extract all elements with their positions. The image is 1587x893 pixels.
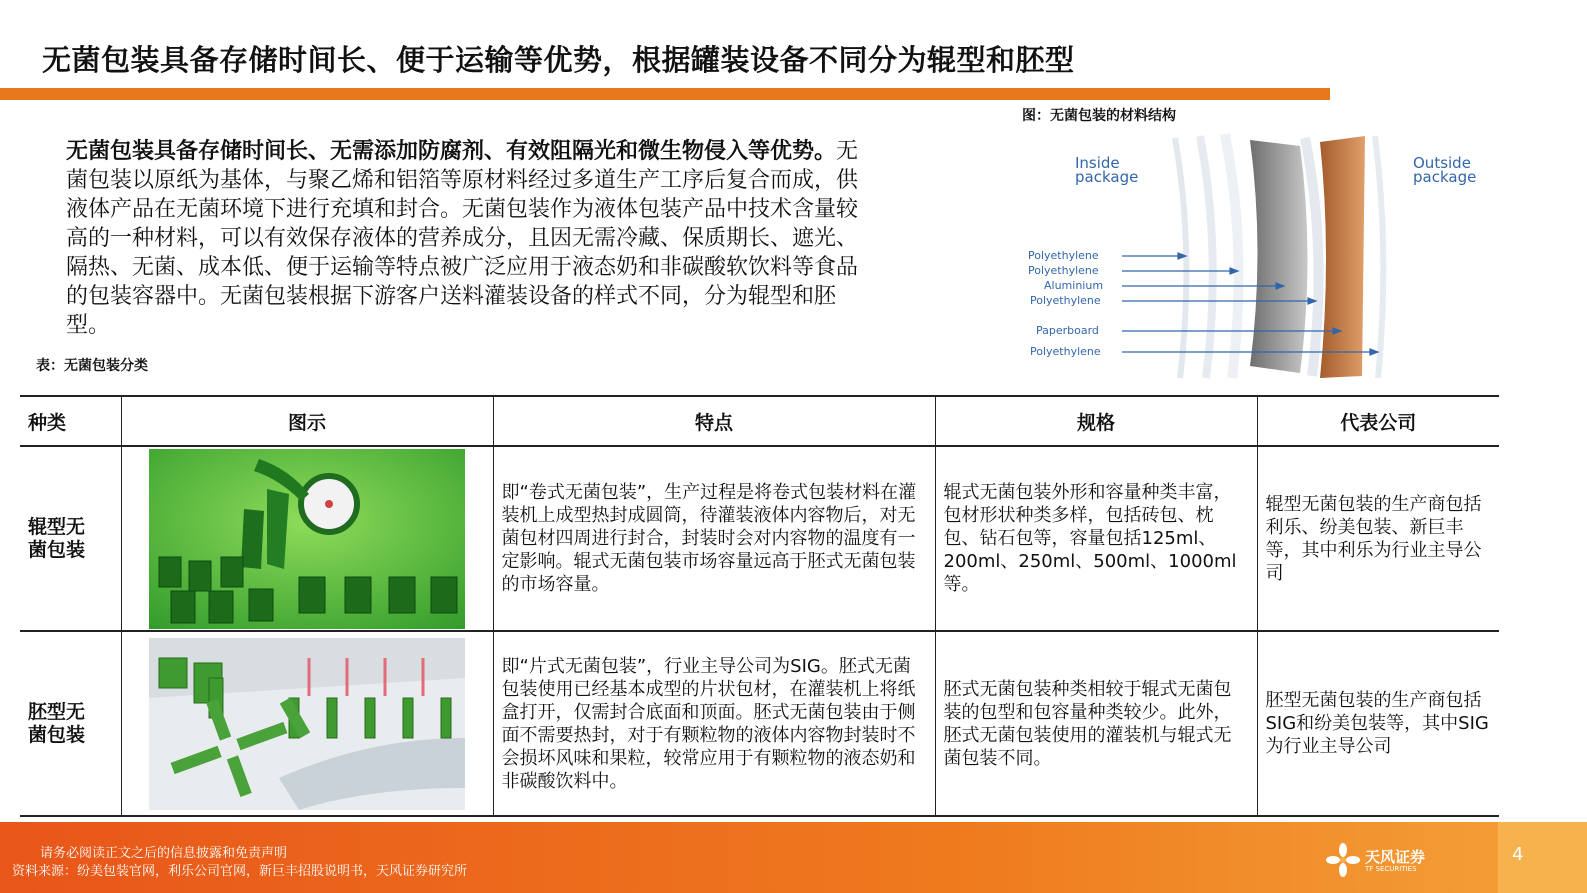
intro-paragraph xyxy=(66,137,876,340)
layer-label: Paperboard xyxy=(1036,324,1099,337)
spec-cell: 胚式无菌包装种类相较于辊式无菌包装的包型和包容量种类较少。此外，胚式无菌包装使用的灌装机与辊式无菌包装不同。 xyxy=(935,631,1257,816)
feature-cell: 即“卷式无菌包装”，生产过程是将卷式包装材料在灌装机上成型热封成圆筒，待灌装液体内容物后，对无菌包材四周进行封合，封装时会对内容物的温度有一定影响。辊式无菌包装市场容量远高于胚式无菌包装的市场容量。 xyxy=(493,446,935,631)
inside-label-2: package xyxy=(1075,168,1139,186)
table-row xyxy=(20,446,1499,631)
layer-label: Polyethylene xyxy=(1028,249,1099,262)
table-header-row xyxy=(20,396,1499,446)
table-caption: 表：无菌包装分类 xyxy=(36,358,148,374)
image-cell xyxy=(121,631,493,816)
header-type: 种类 xyxy=(20,396,121,446)
logo-name: 天风证券 xyxy=(1365,848,1426,866)
company-cell: 胚型无菌包装的生产商包括SIG和纷美包装等，其中SIG为行业主导公司 xyxy=(1257,631,1499,816)
header-image: 图示 xyxy=(121,396,493,446)
layer-label: Polyethylene xyxy=(1030,294,1101,307)
outside-label-2: package xyxy=(1413,168,1477,186)
intro-bold: 无菌包装具备存储时间长、无需添加防腐剂、有效阻隔光和微生物侵入等优势。 xyxy=(66,139,837,164)
company-cell: 辊型无菌包装的生产商包括利乐、纷美包装、新巨丰等，其中利乐为行业主导公司 xyxy=(1257,446,1499,631)
figure-caption: 图：无菌包装的材料结构 xyxy=(1022,108,1176,124)
header-spec: 规格 xyxy=(935,396,1257,446)
layer-label: Polyethylene xyxy=(1028,264,1099,277)
title-underline xyxy=(0,88,1330,100)
table-row xyxy=(20,631,1499,816)
footer xyxy=(0,822,1587,893)
inside-label-1: Inside xyxy=(1075,154,1120,172)
source-note: 资料来源：纷美包装官网，利乐公司官网，新巨丰招股说明书，天风证券研究所 xyxy=(12,864,468,879)
header-company: 代表公司 xyxy=(1257,396,1499,446)
header-feature: 特点 xyxy=(493,396,935,446)
company-logo xyxy=(1325,840,1465,880)
material-structure-diagram xyxy=(1010,128,1520,383)
paperboard-layer xyxy=(1320,136,1365,378)
roll-packaging-image xyxy=(149,449,465,629)
layer-label: Aluminium xyxy=(1044,279,1104,292)
logo-flower-icon xyxy=(1325,842,1361,878)
aluminium-layer xyxy=(1250,140,1308,373)
outside-label-1: Outside xyxy=(1413,154,1471,172)
layer-label: Polyethylene xyxy=(1030,345,1101,358)
type-cell: 辊型无菌包装 xyxy=(20,446,121,631)
spec-cell: 辊式无菌包装外形和容量种类丰富，包材形状种类多样，包括砖包、枕包、钻石包等，容量包括125ml、200ml、250ml、500ml、1000ml等。 xyxy=(935,446,1257,631)
disclaimer: 请务必阅读正文之后的信息披露和免责声明 xyxy=(40,846,288,861)
feature-cell: 即“片式无菌包装”，行业主导公司为SIG。胚式无菌包装使用已经基本成型的片状包材，在灌装机上将纸盒打开，仅需封合底面和顶面。胚式无菌包装由于侧面不需要热封，对于有颗粒物的液体内容物封装时不会损坏风味和果粒，较常应用于有颗粒物的液态奶和非碳酸饮料中。 xyxy=(493,631,935,816)
image-cell xyxy=(121,446,493,631)
packaging-classification-table xyxy=(20,395,1499,817)
page-number: 4 xyxy=(1512,844,1524,865)
blank-packaging-image xyxy=(149,638,465,810)
intro-text: 无菌包装以原纸为基体，与聚乙烯和铝箔等原材料经过多道生产工序后复合而成，供液体产品在无菌环境下进行充填和封合。无菌包装作为液体包装产品中技术含量较高的一种材料，可以有效保存液体的营养成分，且因无需冷藏、保质期长、遮光、隔热、无菌、成本低、便于运输等特点被广泛应用于液态奶和非碳酸软饮料等食品的包装容器中。无菌包装根据下游客户送料灌装设备的样式不同，分为辊型和胚型。 xyxy=(66,139,859,338)
page-title: 无菌包装具备存储时间长、便于运输等优势，根据罐装设备不同分为辊型和胚型 xyxy=(42,43,1075,77)
logo-en: TF SECURITIES xyxy=(1365,865,1417,873)
type-cell: 胚型无菌包装 xyxy=(20,631,121,816)
